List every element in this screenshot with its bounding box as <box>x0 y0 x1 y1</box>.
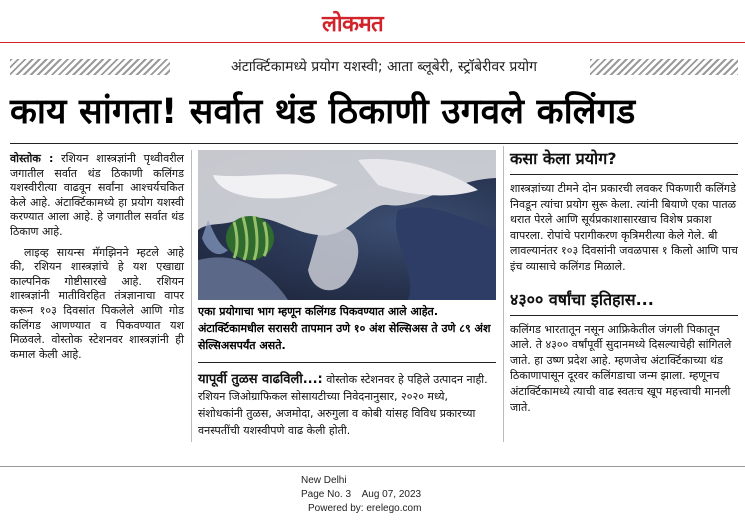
sub-story <box>198 371 496 441</box>
kicker-bar <box>10 55 738 79</box>
sub-story-text: वोस्तोक स्टेशनवर हे पहिले उत्पादन नाही. रशियन जिओग्राफिकल सोसायटीच्या निवेदनानुसार, २०२० मध्ये, संशोधकांनी तुळस, अजमोदा, अरुगुला व कोबी यांसह विविध प्रकारच्या वनस्पतींची यशस्वीपणे वाढ केली होती. <box>198 373 488 437</box>
kicker-text: अंटार्क्टिकामध्ये प्रयोग यशस्वी; आता ब्लूबेरी, स्ट्रॉबेरीवर प्रयोग <box>231 59 537 75</box>
glove-shape <box>396 207 496 300</box>
white-leaf <box>308 227 358 291</box>
watermelon-photo-illustration <box>198 150 496 300</box>
photo-caption: एका प्रयोगाचा भाग म्हणून कलिंगड पिकवण्यात आले आहेत. अंटार्क्टिकामधील सरासरी तापमान उणे १० अंश सेल्सिअस ते उणे ८९ अंश सेल्सिअसपर्यंत असते. <box>198 305 491 352</box>
sidebar-text-how: शास्त्रज्ञांच्या टीमने दोन प्रकारची लवकर पिकणारी कलिंगडे निवडून त्यांचा प्रयोग सुरू केला. त्यांनी बियाणे एका पातळ थरात पेरले आणि सूर्यप्रकाशासारखाच विशेष प्रकाश वापरला. रोपांचे परागीकरण कृत्रिमरीत्या केले गेले. बी लावल्यानंतर १०३ दिवसांनी जवळपास १ किलो आणि पाच इंच व्यासाचे कलिंगड मिळाले. <box>510 182 738 273</box>
kicker-stripes-right <box>590 59 738 75</box>
sidebar-rule-1 <box>510 174 738 175</box>
headline: काय सांगता! सर्वात थंड ठिकाणी उगवले कलिंगड <box>10 92 636 132</box>
masthead <box>0 0 745 44</box>
story-para-2: लाइव्ह सायन्स मॅगझिनने म्हटले आहे की, रशियन शास्त्रज्ञांचे हे यश एखाद्या काल्पनिक गोष्टीसारखे आहे. रशियन शास्त्रज्ञांनी मातीविरहित तंत्रज्ञानाचा वापर करून १०३ दिवसांत पिकलेले आणि गोड कलिंगड आणण्यात व पिकवण्यात यश मिळवले. वोस्तोक स्टेशनवर शास्त्रज्ञांनी ही कमाल केली आहे. <box>10 245 184 361</box>
footer-date: Aug 07, 2023 <box>361 489 422 500</box>
sidebar-text-history: कलिंगड भारतातून नसून आफ्रिकेतील जंगली पिकातून आले. ते ४३०० वर्षांपूर्वी सुदानमध्ये दिसल्याचेही सांगितले जाते. हा उष्ण प्रदेश आहे. म्हणजेच अंटार्क्टिकाच्या थंड ठिकाणापासून दूरवर कलिंगडाचा जन्म झाला. म्हणूनच अंटार्क्टिकामध्ये त्याची वाढ स्वतःच खूप महत्त्वाची मानली जाते. <box>510 322 732 414</box>
main-story-column <box>10 152 184 442</box>
headline-rule <box>10 143 738 144</box>
story-photo <box>198 150 496 300</box>
sidebar-heading-how: कसा केला प्रयोग? <box>510 149 617 168</box>
caption-rule <box>198 362 496 363</box>
footer-powered[interactable]: Powered by: erelego.com <box>308 503 422 514</box>
column-divider <box>191 150 192 442</box>
dateline: वोस्तोक : <box>10 152 54 165</box>
sub-story-lead: यापूर्वी तुळस वाढविली...: <box>198 372 323 387</box>
sidebar-divider <box>503 146 504 442</box>
footer-page: Page No. 3 <box>301 489 352 500</box>
footer-city: New Delhi <box>301 475 347 486</box>
footer <box>0 466 745 524</box>
lokmat-logo[interactable]: लोकमत <box>322 11 384 37</box>
dark-foliage <box>198 257 288 300</box>
sidebar-rule-2 <box>510 315 738 316</box>
masthead-rule <box>0 42 745 43</box>
sidebar-heading-history: ४३०० वर्षांचा इतिहास... <box>510 289 654 309</box>
sidebar-box <box>510 146 738 415</box>
footer-page-date <box>301 489 421 500</box>
story-para-1-text: रशियन शास्त्रज्ञांनी पृथ्वीवरील जगातील सर्वात थंड ठिकाणी कलिंगड यशस्वीरीत्या वाढवून सर्वांना आश्चर्यचकित केले आहे. अंटार्क्टिकामध्ये हा प्रयोग यशस्वी करण्यात आला आहे. हे जगातील सर्वात थंड ठिकाण आहे. <box>10 152 185 238</box>
story-para-1 <box>10 152 184 240</box>
kicker-stripes-left <box>10 59 170 75</box>
